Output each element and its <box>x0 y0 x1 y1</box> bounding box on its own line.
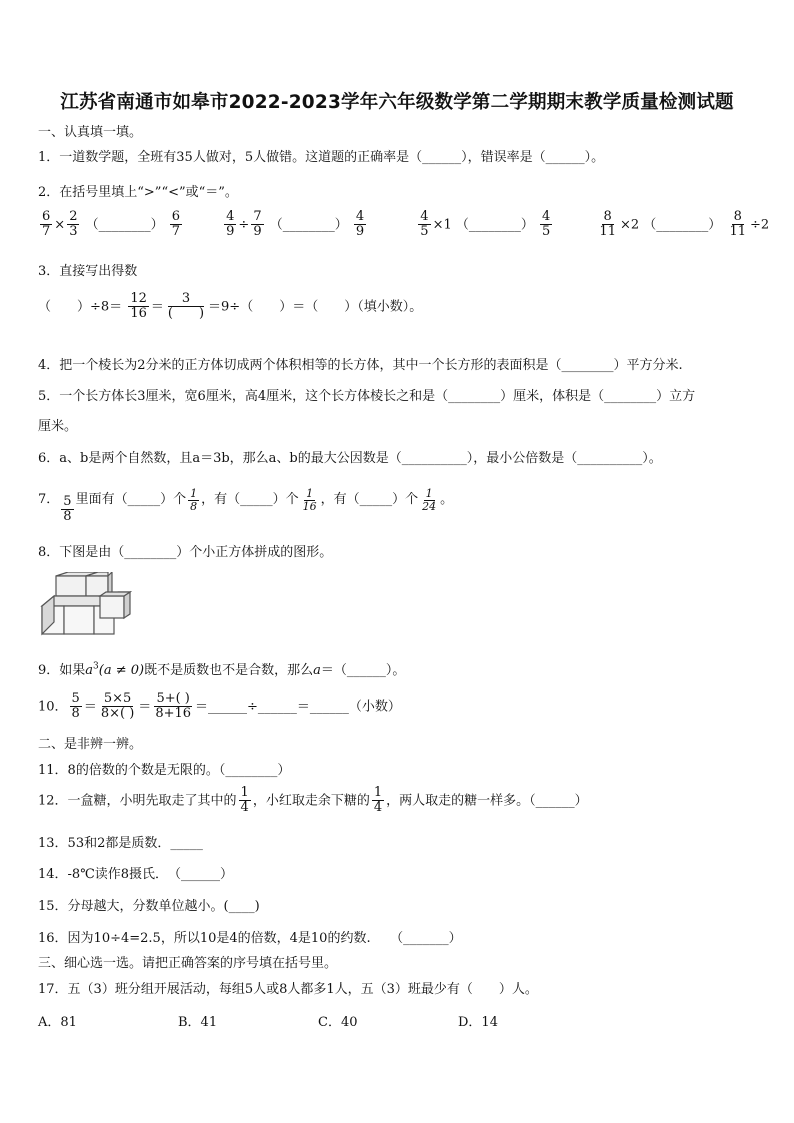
question-9: 9．如果$a^3(a \ne 0)$既不是质数也不是合数，那么a＝（______）。 <box>38 661 406 678</box>
question-13: 13．53和2都是质数．_____ <box>38 836 203 851</box>
cube-stack-figure <box>40 572 132 636</box>
question-14: 14．-8℃读作8摄氏． （______） <box>38 867 234 882</box>
question-17: 17．五（3）班分组开展活动，每组5人或8人都多1人，五（3）班最少有（ ）人。 <box>38 982 538 997</box>
question-3: 3．直接写出得数 <box>38 264 138 279</box>
question-5: 5．一个长方体长3厘米，宽6厘米，高4厘米，这个长方体棱长之和是（________）厘米，体积是（________）立方 <box>38 389 696 404</box>
page-title: 江苏省南通市如皋市2022-2023学年六年级数学第二学期期末教学质量检测试题 <box>60 92 734 113</box>
q2-item-2: $\frac{4}{9}$ ÷ $\frac{7}{9}$ （________） $\frac{4}{9}$ <box>226 209 365 240</box>
question-10: 10． $\frac{5}{8}$ ＝ $\frac{5\times 5}{8\times( )}$ ＝ $\frac{5+( )}{8+16}$ ＝______÷______＝______（小数） <box>38 691 401 722</box>
question-15: 15．分母越大，分数单位越小。(____) <box>38 899 260 914</box>
option-d: D．14 <box>458 1015 498 1030</box>
section-1-heading: 一、认真填一填。 <box>38 125 143 140</box>
question-2: 2．在括号里填上“>”“<”或“＝”。 <box>38 185 238 200</box>
q2-item-4: $\frac{8}{11}$ ×2 （________） $\frac{8}{11}$ ÷2 <box>599 209 770 240</box>
section-2-heading: 二、是非辨一辨。 <box>38 737 143 752</box>
option-c: C．40 <box>318 1015 358 1030</box>
q2-item-1: $\frac{6}{7}$ × $\frac{2}{3}$ （________） $\frac{6}{7}$ <box>42 209 181 240</box>
question-5-continued: 厘米。 <box>38 419 78 434</box>
question-8: 8．下图是由（________）个小正方体拼成的图形。 <box>38 545 333 560</box>
question-17-options <box>38 1011 598 1030</box>
section-3-heading: 三、细心选一选。请把正确答案的序号填在括号里。 <box>38 956 338 971</box>
question-4: 4．把一个棱长为2分米的正方体切成两个体积相等的长方体，其中一个长方形的表面积是（________）平方分米. <box>38 358 683 373</box>
question-2-items <box>38 210 769 240</box>
option-a: A．81 <box>38 1015 77 1030</box>
question-7: 7． $\frac{5}{8}$ 里面有（_____）个 $\frac{1}{8}$ ，有（_____）个 $\frac{1}{16}$ ，有（_____）个 $\frac{1}{24}$ 。 <box>38 487 454 525</box>
question-1: 1．一道数学题，全班有35人做对，5人做错。这道题的正确率是（______），错误率是（______）。 <box>38 150 605 165</box>
question-3-equation: （ ）÷8＝ $\frac{12}{16}$ ＝ $\frac{3}{( )}$ ＝9÷（ ）＝（ ）（填小数）。 <box>38 291 423 322</box>
option-b: B．41 <box>178 1015 218 1030</box>
q2-item-3: $\frac{4}{5}$ ×1 （________） $\frac{4}{5}$ <box>420 209 551 240</box>
question-12: 12．一盒糖，小明先取走了其中的 $\frac{1}{4}$ ，小红取走余下糖的 $\frac{1}{4}$ ，两人取走的糖一样多。（______） <box>38 785 588 816</box>
question-11: 11．8的倍数的个数是无限的。（________） <box>38 763 291 778</box>
question-6: 6．a、b是两个自然数，且a＝3b，那么a、b的最大公因数是（__________），最小公倍数是（__________）。 <box>38 451 662 466</box>
question-16: 16．因为10÷4=2.5，所以10是4的倍数，4是10的约数. （_______） <box>38 931 462 946</box>
